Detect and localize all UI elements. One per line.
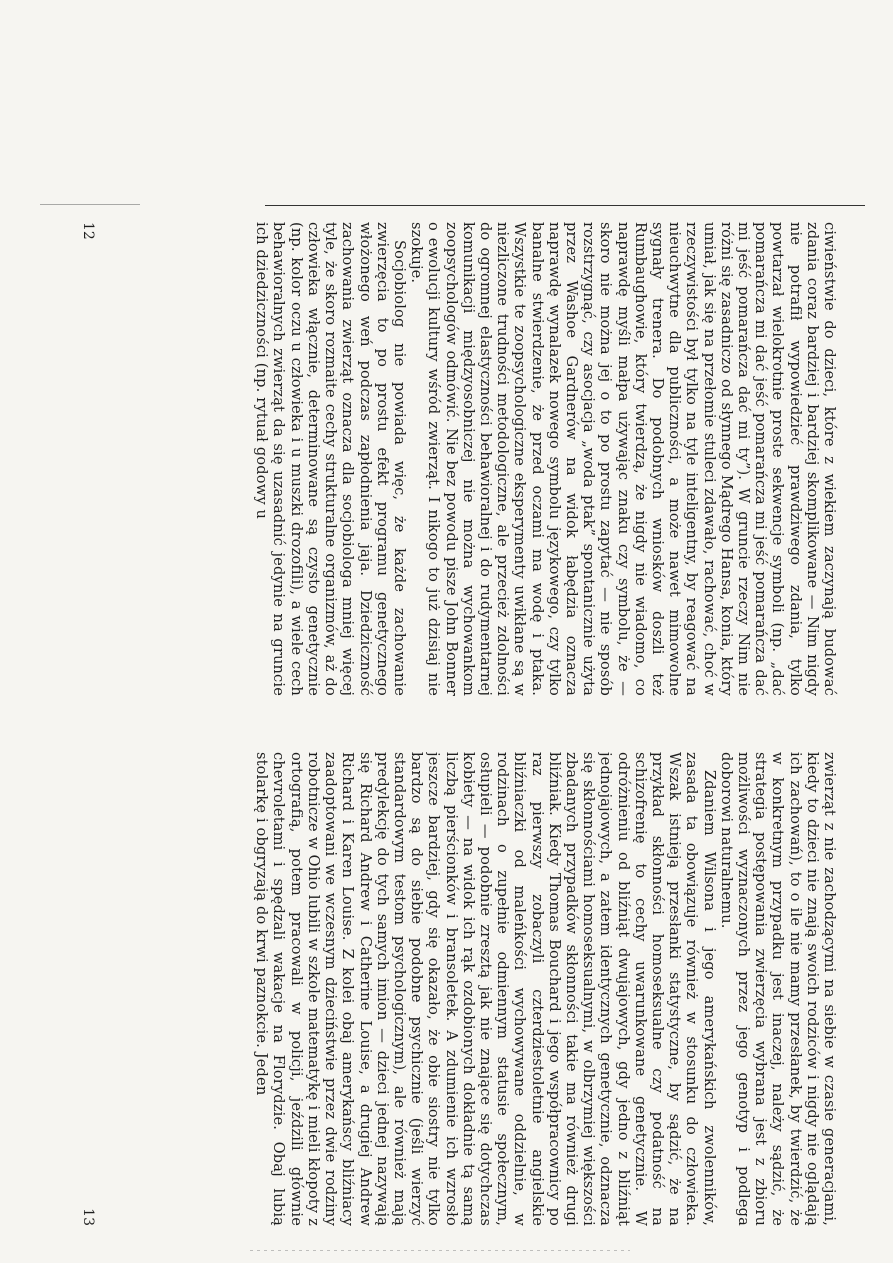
paragraph: zwierząt z nie zachodzącymi na siebie w czasie generacjami, kiedy to dzieci nie znają swoich rodziców i nigdy nie oglądają ich zachowań), to o ile nie mamy przesłanek, by twierdzić, że w konkretnym przypadku jest inaczej, należy sądzić, że strategia postępowania zwierzęcia wybrana jest z zbioru możliwości wyznaczonych przez jego genotyp i podlega doborowi naturalnemu.	[717, 752, 838, 1226]
page-spread-edge	[265, 205, 865, 206]
left-page-text	[148, 222, 838, 696]
page-number: 12	[80, 222, 96, 240]
paragraph: Socjobiolog nie powiada więc, że każde zachowanie zwierzęcia to po prostu efekt programu genetycznego włożonego weń podczas zapłodnienia jaja. Dziedziczność zachowania zwierząt oznacza dla socjobiologa mniej więcej tyle, że skoro rozmaite cechy strukturalne organizmów, aż do człowieka włącznie, determinowane są czysto genetycznie (np. kolor oczu u człowieka i u muszki drozofili), a wiele cech behawioralnych zwierząt da się uzasadnić jedynie na gruncie ich dziedziczności (np. rytuał godowy u	[253, 222, 408, 696]
right-page-text	[148, 752, 838, 1226]
paragraph: Zdaniem Wilsona i jego amerykańskich zwolenników, zasada ta obowiązuje również w stosunku do człowieka. Wszak istnieją przesłanki statystyczne, by sądzić, że na przykład skłonności homoseksualne czy podatność na schizofrenię to cechy uwarunkowane genetycznie. W odróżnieniu od bliźniąt dwujajowych, gdy jedno z bliźniąt jednojajowych, a zatem identycznych genetycznie, odznacza się skłonnościami homoseksualnymi, w olbrzymiej większości zbadanych przypadków skłonności takie ma również drugi bliźniak. Kiedy Thomas Bouchard i jego współpracownicy po raz pierwszy zobaczyli czterdziestoletnie angielskie bliźniaczki od maleńkości wychowywane oddzielnie, w rodzinach o zupełnie odmiennym statusie społecznym, osłupieli — podobnie zresztą jak nie znające się dotychczas kobiety — na widok ich rąk ozdobionych dokładnie tą samą liczbą pierścionków i bransoletek. A zdumienie ich wzrosło jeszcze bardziej, gdy się okazało, że obie siostry nie tylko bardzo są do siebie podobne psychicznie (jeśli wierzyć standardowym testom psychologicznym), ale również mają predylekcję do tych samych imion — dzieci jednej nazywają się Richard Andrew i Catherine Louise, a drugiej Andrew Richard i Karen Louise. Z kolei obaj amerykańscy bliźniacy zaadoptowani we wczesnym dzieciństwie przez dwie rodziny robotnicze w Ohio lubili w szkole matematykę i mieli kłopoty z ortografią, potem pracowali w policji, jeździli głównie chevroletami i spędzali wakacje na Florydzie. Obaj lubią stolarkę i obgryzają do krwi paznokcie. Jeden	[253, 752, 718, 1226]
page-13	[80, 752, 850, 1226]
paragraph: ciwieństwie do dzieci, które z wiekiem zaczynają budować zdania coraz bardziej i bardziej skomplikowane — Nim nigdy nie potrafił wypowiedzieć prawdziwego zdania, tylko powtarzał wielokrotnie proste sekwencje symboli (np. „dać pomarańcza mi dać jeść pomarańcza mi jeść pomarańcza dać mi jeść pomarańcza dać mi ty”). W gruncie rzeczy Nim nie różni się zasadniczo od słynnego Mądrego Hansa, konia, który umiał, jak się na przełomie stuleci zdawało, rachować, choć w rzeczywistości był tylko na tyle inteligentny, by reagować na nieuchwytne dla publiczności, a może nawet mimowolne sygnały trenera. Do podobnych wniosków doszli też Rumbaughowie, który twierdzą, że nigdy nie wiadomo, co naprawdę myśli małpa używając znaku czy symbolu, że — skoro nie można jej o to po prostu zapytać — nie sposób rozstrzygnąć, czy asocjacja „woda ptak” spontanicznie użyta przez Washoe Gardnerów na widok łabędzia oznacza naprawdę wynalazek nowego symbolu językowego, czy tylko banalne stwierdzenie, że przed oczami ma wodę i ptaka. Wszystkie te zoopsychologiczne eksperymenty uwikłane są w niezliczone trudności metodologiczne, ale przecież zdolności do ogromnej elastyczności behawioralnej i do rudymentarnej komunikacji międzyosobniczej nie można wychowankom zoopsychologów odmówić. Nie bez powodu pisze John Bonner o ewolucji kultury wśród zwierząt. I nikogo to już dzisiaj nie szokuje.	[408, 222, 838, 696]
scan-bottom-noise	[250, 1250, 630, 1251]
scan-edge-line	[40, 204, 140, 205]
page-number: 13	[80, 1208, 96, 1226]
book-spread	[80, 222, 850, 1242]
page-12	[80, 222, 850, 696]
